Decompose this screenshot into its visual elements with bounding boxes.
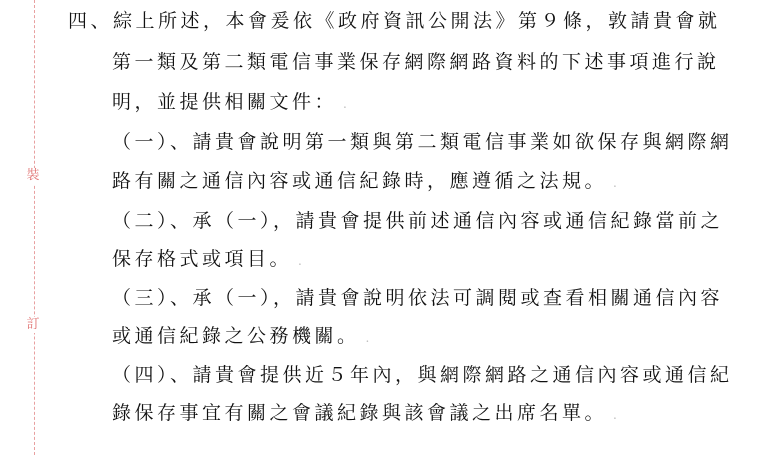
item-4-line-2: 錄保存事宜有關之會議紀錄與該會議之出席名單。 . — [112, 402, 617, 424]
item-3-line-2: 或通信紀錄之公務機關。 . — [112, 325, 370, 347]
binding-label-zhuang: 裝 — [22, 168, 44, 184]
item-3-line-1: （三）、承（一），請貴會說明依法可調閱或查看相關通信內容 — [112, 287, 724, 309]
item-2-line-2: 保存格式或項目。 . — [112, 248, 302, 270]
binding-label-ding: 訂 — [22, 317, 44, 333]
item-4-line-1: （四）、請貴會提供近５年內，與網際網路之通信內容或通信紀 — [112, 364, 733, 386]
paragraph-mark: . — [613, 176, 617, 190]
paragraph-4-intro-line-1: 四、綜上所述，本會爰依《政府資訊公開法》第９條，敦請貴會就 — [68, 10, 721, 32]
item-1-line-1: （一）、請貴會說明第一類與第二類電信事業如欲保存與網際網 — [112, 131, 733, 153]
paragraph-4-intro-line-3: 明，並提供相關文件： . — [112, 91, 347, 113]
item-2-line-1: （二）、承（一），請貴會提供前述通信內容或通信紀錄當前之 — [112, 210, 724, 232]
item-1-line-2: 路有關之通信內容或通信紀錄時，應遵循之法規。 . — [112, 170, 617, 192]
paragraph-4-intro-line-2: 第一類及第二類電信事業保存網際網路資料的下述事項進行說 — [112, 51, 720, 73]
paragraph-mark: . — [613, 408, 617, 422]
paragraph-mark: . — [365, 331, 370, 345]
paragraph-mark: . — [343, 97, 347, 111]
binding-margin-line — [34, 0, 35, 455]
paragraph-mark: . — [298, 254, 302, 268]
